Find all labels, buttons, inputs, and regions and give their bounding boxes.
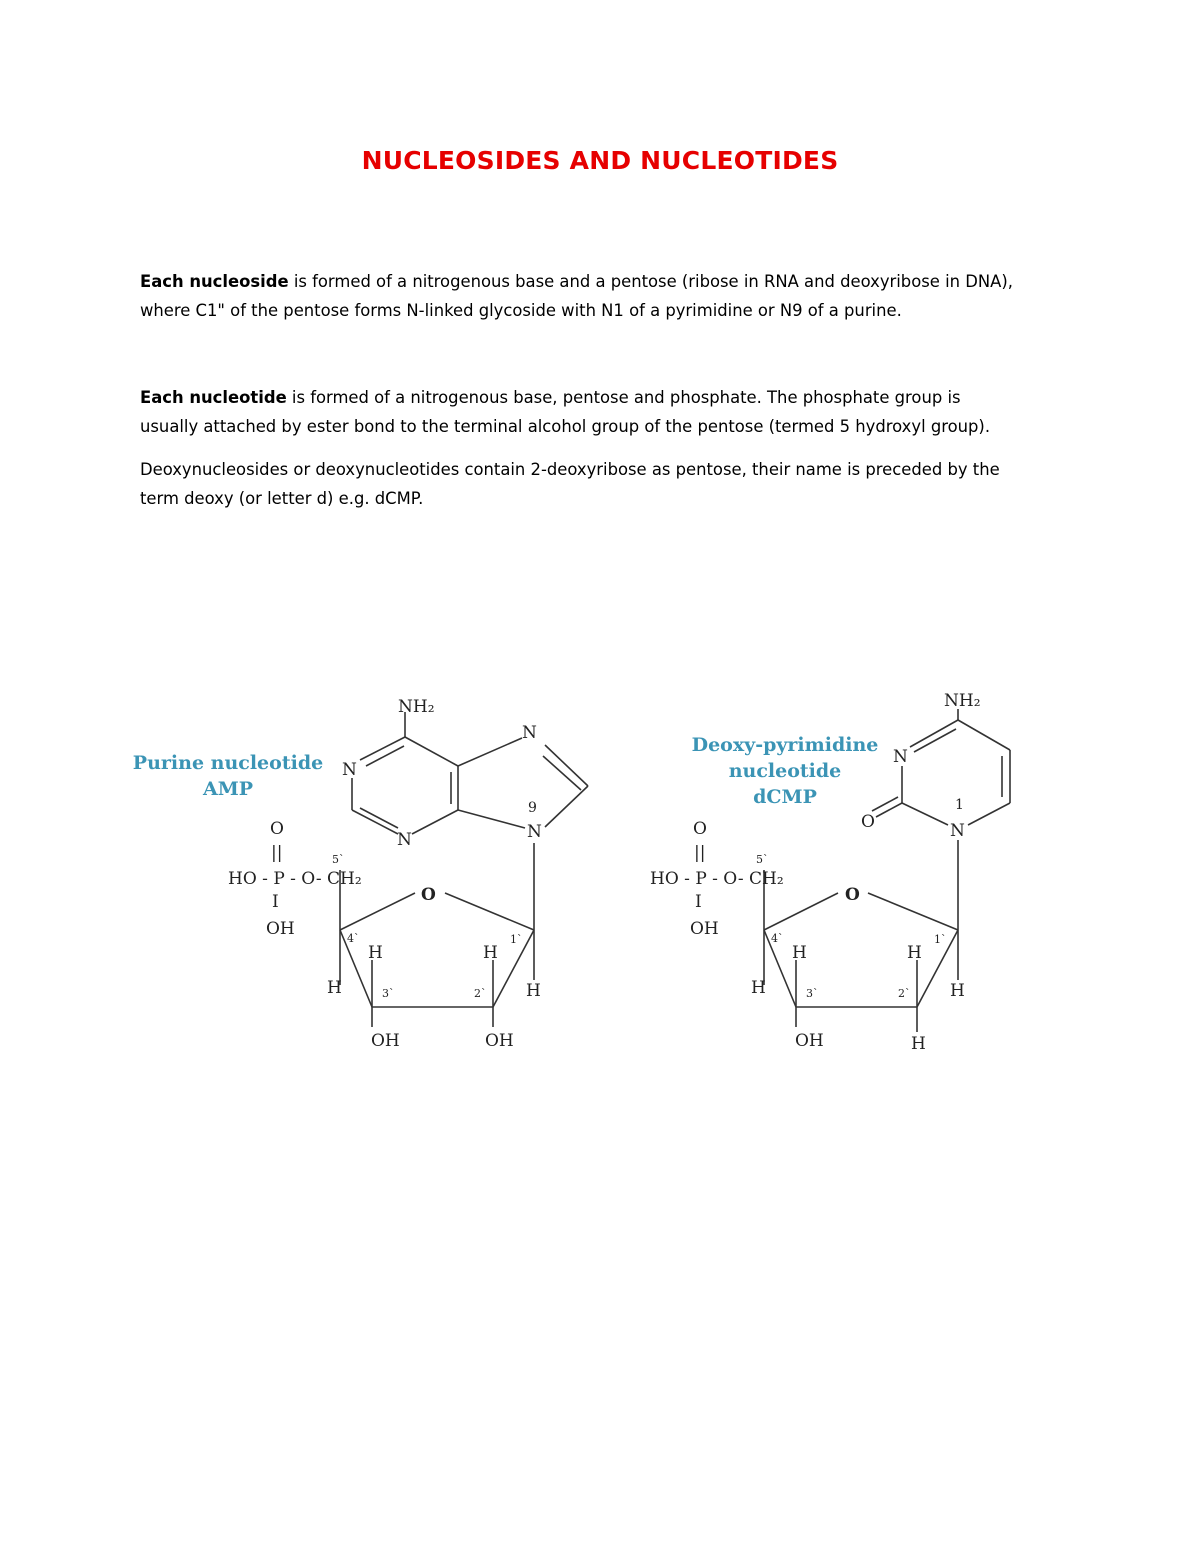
dcmp-phosphate-double-bond: || bbox=[694, 843, 706, 863]
nucleotide-term: Each nucleotide bbox=[140, 388, 287, 407]
dcmp-caption-line2: nucleotide bbox=[728, 760, 842, 782]
dcmp-oh-c3: OH bbox=[795, 1031, 824, 1051]
amp-nh2: NH₂ bbox=[398, 697, 435, 717]
amp-c3-label: 3` bbox=[382, 987, 395, 1000]
dcmp-n3: N bbox=[893, 747, 908, 767]
amp-c5-label: 5` bbox=[332, 853, 345, 866]
amp-n9: N bbox=[527, 822, 542, 842]
dcmp-caption-line3: dCMP bbox=[753, 786, 817, 808]
dcmp-phosphate-oh: OH bbox=[690, 919, 719, 939]
dcmp-h-c2: H bbox=[907, 943, 922, 963]
dcmp-c4-label: 4` bbox=[771, 932, 784, 945]
dcmp-h-c1: H bbox=[950, 981, 965, 1001]
amp-n7: N bbox=[522, 723, 537, 743]
dcmp-n1: N bbox=[950, 821, 965, 841]
deoxy-line2: term deoxy (or letter d) e.g. dCMP. bbox=[140, 489, 424, 508]
dcmp-caption-line1: Deoxy-pyrimidine bbox=[691, 734, 879, 756]
dcmp-c2-label: 2` bbox=[898, 987, 911, 1000]
amp-structure bbox=[133, 697, 542, 1051]
page-title: NUCLEOSIDES AND NUCLEOTIDES bbox=[361, 146, 839, 175]
dcmp-carbonyl-o: O bbox=[861, 812, 875, 832]
nucleotide-line2: usually attached by ester bond to the terminal alcohol group of the pentose (termed 5 hydroxyl group). bbox=[140, 417, 991, 436]
amp-phosphate-double-bond: || bbox=[271, 843, 283, 863]
dcmp-c5-label: 5` bbox=[756, 853, 769, 866]
amp-caption-line1: Purine nucleotide bbox=[132, 752, 324, 774]
nucleotide-line1: is formed of a nitrogenous base, pentose and phosphate. The phosphate group is bbox=[286, 388, 961, 407]
dcmp-h-c3: H bbox=[792, 943, 807, 963]
amp-c1-label: 1` bbox=[510, 933, 523, 946]
amp-bonds bbox=[340, 712, 588, 1027]
amp-c2-label: 2` bbox=[474, 987, 487, 1000]
nucleoside-term: Each nucleoside bbox=[140, 272, 289, 291]
nucleoside-line1: is formed of a nitrogenous base and a pentose (ribose in RNA and deoxyribose in DNA), bbox=[288, 272, 1013, 291]
dcmp-structure bbox=[650, 691, 981, 1054]
dcmp-h-c4: H bbox=[751, 978, 766, 998]
dcmp-n1-number: 1 bbox=[955, 797, 964, 813]
amp-n1: N bbox=[342, 760, 357, 780]
amp-c4-label: 4` bbox=[347, 932, 360, 945]
amp-oh-c2: OH bbox=[485, 1031, 514, 1051]
dcmp-c1-label: 1` bbox=[934, 933, 947, 946]
amp-ring-oxygen: O bbox=[421, 885, 436, 905]
amp-caption-line2: AMP bbox=[202, 778, 254, 800]
amp-oh-c3: OH bbox=[371, 1031, 400, 1051]
dcmp-phosphate-group: HO - P - O- CH₂ bbox=[650, 869, 784, 889]
amp-h-c2: H bbox=[483, 943, 498, 963]
amp-phosphate-group: HO - P - O- CH₂ bbox=[228, 869, 362, 889]
amp-n3: N bbox=[397, 830, 412, 850]
deoxy-line1: Deoxynucleosides or deoxynucleotides contain 2-deoxyribose as pentose, their name is preceded by the bbox=[140, 460, 1000, 479]
amp-phosphate-o: O bbox=[270, 819, 284, 839]
dcmp-c3-label: 3` bbox=[806, 987, 819, 1000]
dcmp-bonds bbox=[764, 709, 1010, 1032]
dcmp-phosphate-o: O bbox=[693, 819, 707, 839]
amp-h-c4: H bbox=[327, 978, 342, 998]
dcmp-h-c2-second: H bbox=[911, 1034, 926, 1054]
nucleoside-line2: where C1" of the pentose forms N-linked glycoside with N1 of a pyrimidine or N9 of a purine. bbox=[140, 301, 902, 320]
amp-h-c3: H bbox=[368, 943, 383, 963]
amp-n9-number: 9 bbox=[528, 800, 537, 816]
amp-phosphate-bar: I bbox=[272, 892, 279, 912]
dcmp-nh2: NH₂ bbox=[944, 691, 981, 711]
dcmp-phosphate-bar: I bbox=[695, 892, 702, 912]
amp-h-c1: H bbox=[526, 981, 541, 1001]
amp-phosphate-oh: OH bbox=[266, 919, 295, 939]
dcmp-ring-oxygen: O bbox=[845, 885, 860, 905]
